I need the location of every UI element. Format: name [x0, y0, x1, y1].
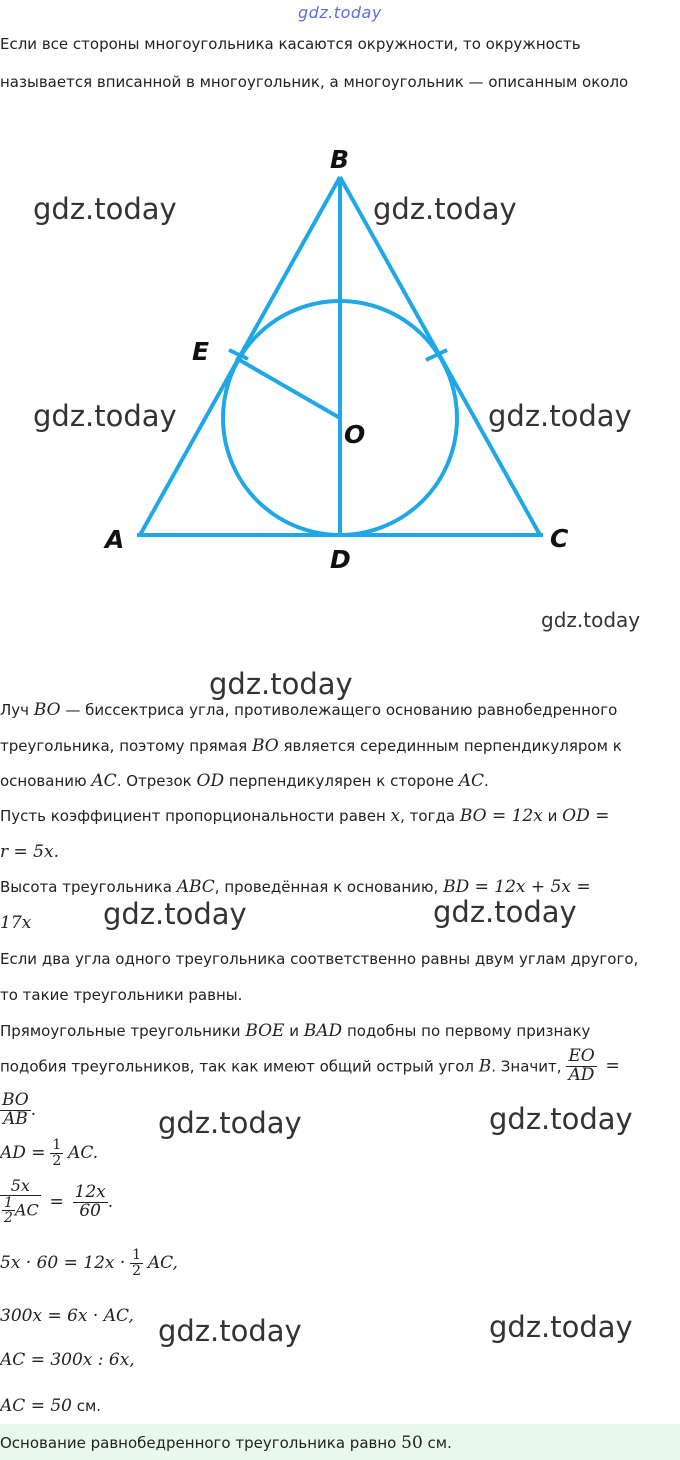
solution-line: $\frac{BO}{AB}$ .	[2, 1090, 37, 1129]
site-logo[interactable]: gdz.today	[298, 3, 382, 22]
watermark: gdz.today	[488, 399, 632, 433]
fraction-eo-ad: $\frac{EO}{AD}$	[568, 1046, 595, 1085]
solution-line: Если два угла одного треугольника соответственно равны двум углам другого,	[0, 950, 639, 968]
watermark: gdz.today	[158, 1314, 302, 1348]
solution-line: Пусть коэффициент пропорциональности равен x, тогда BO = 12x и OD =	[0, 806, 610, 826]
solution-line: то такие треугольники равны.	[0, 986, 243, 1004]
intro-line-1: Если все стороны многоугольника касаются окружности, то окружность	[0, 35, 581, 53]
watermark: gdz.today	[33, 399, 177, 433]
solution-line: r = 5x.	[0, 842, 59, 862]
watermark: gdz.today	[33, 192, 177, 226]
label-o: O	[344, 420, 366, 449]
fraction-bo-ab: $\frac{BO}{AB}$	[2, 1090, 29, 1129]
watermark: gdz.today	[489, 1310, 633, 1344]
watermark: gdz.today	[489, 1102, 633, 1136]
watermark: gdz.today	[373, 192, 517, 226]
radius-oe	[236, 358, 340, 418]
watermark: gdz.today	[103, 897, 247, 931]
solution-line: подобия треугольников, так как имеют общий острый угол B. Значит, $\frac{EO}{AD}$ =	[0, 1046, 620, 1085]
watermark: gdz.today	[541, 608, 641, 632]
equation-ad: AD = $\frac{1}{2}$ AC.	[0, 1137, 99, 1169]
solution-line: Луч BO — биссектриса угла, противолежащего основанию равнобедренного	[0, 700, 618, 720]
watermark: gdz.today	[433, 895, 577, 929]
equation-result: AC = 50 см.	[0, 1396, 102, 1416]
solution-line: треугольника, поэтому прямая BO является серединным перпендикуляром к	[0, 736, 622, 756]
solution-line: Прямоугольные треугольники BOE и BAD подобны по первому признаку	[0, 1021, 591, 1041]
equation-step-3: AC = 300x : 6x,	[0, 1350, 135, 1370]
equation-step-1: 5x · 60 = 12x · $\frac{1}{2}$ AC,	[0, 1247, 178, 1279]
equation-proportion: 5x $\frac{1}{2}$ AC = $\frac{12x}{60}$ .	[0, 1178, 113, 1226]
label-a: A	[105, 525, 125, 554]
solution-line: Высота треугольника ABC, проведённая к основанию, BD = 12x + 5x =	[0, 877, 591, 897]
watermark: gdz.today	[158, 1106, 302, 1140]
intro-line-2: называется вписанной в многоугольник, а многоугольник — описанным около	[0, 73, 629, 91]
answer-line: Основание равнобедренного треугольника равно 50 см.	[0, 1433, 452, 1453]
equation-step-2: 300x = 6x · AC,	[0, 1306, 134, 1326]
solution-line: 17x	[0, 913, 32, 933]
solution-line: основанию AC. Отрезок OD перпендикулярен к стороне AC.	[0, 771, 489, 791]
label-c: C	[550, 524, 569, 553]
watermark: gdz.today	[209, 667, 353, 701]
label-d: D	[330, 545, 351, 574]
label-e: E	[192, 337, 210, 366]
label-b: B	[330, 145, 350, 174]
